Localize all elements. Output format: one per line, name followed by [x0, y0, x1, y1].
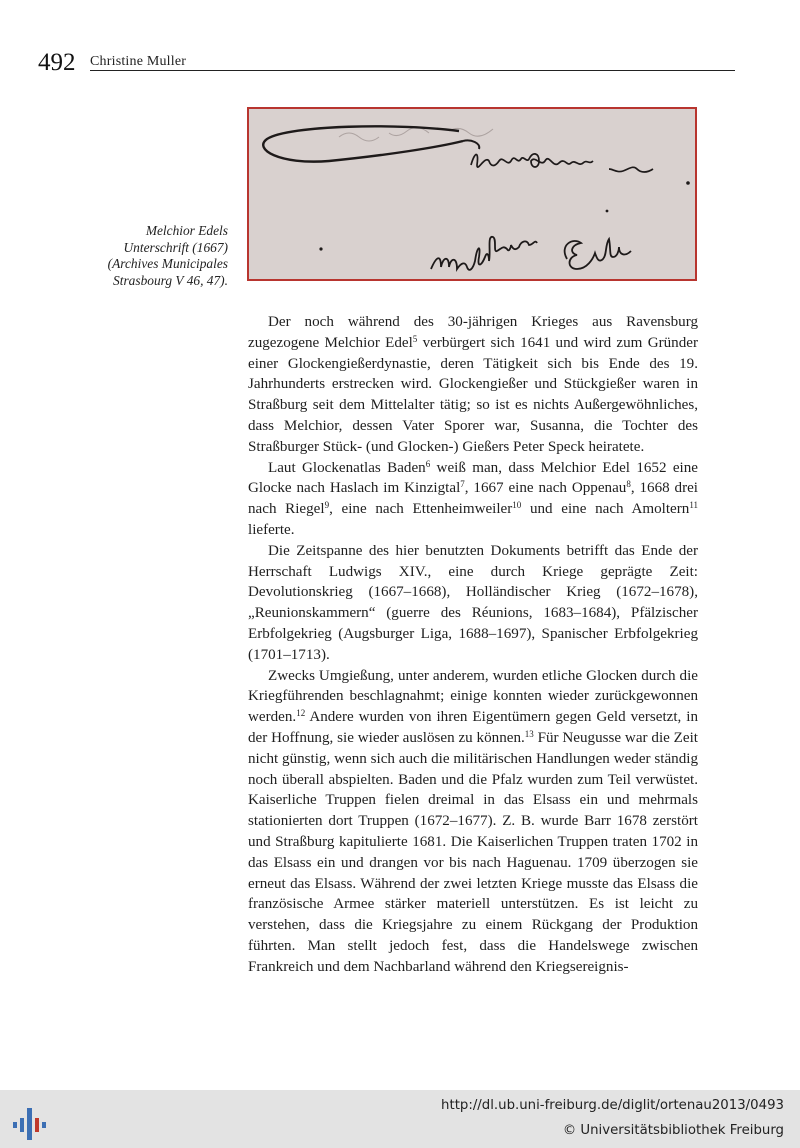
footnote-ref: 13 — [524, 728, 534, 739]
page-header — [38, 50, 698, 76]
paragraph: Der noch während des 30-jährigen Krieges aus Ravensburg zugezogene Melchior Edel$^5$ verbürgert sich 1641 und wird zum Gründer einer Glockengießerdynastie, deren Tätigkeit sich bis Ende des 19. Jahrhunderts erstrecken wird. Glockengießer und Stückgießer waren in Straßburg seit dem Mittelalter tätig; so ist es nichts Außergewöhnliches, dass Melchior, dessen Vater Sporer war, Susanna, die Tochter des Straßburger Stück- (und Glocken-) Gießers Peter Speck heiratete. — [248, 314, 698, 455]
page-number: 492 — [38, 49, 76, 76]
document-url-link[interactable]: http://dl.ub.uni-freiburg.de/diglit/ortenau2013/0493 — [441, 1098, 784, 1113]
paragraph: Zwecks Umgießung, unter anderem, wurden etliche Glocken durch die Kriegführenden beschlagnahmt; einige konnten wieder zurückgewonnen werden.$^{12}$ Andere wurden von ihren Eigentümern gegen Geld versetzt, in der Hoffnung, sie wieder auslösen zu können.$^{13}$ Für Neugusse war die Zeit nicht günstig, wenn sich auch die militärischen Handlungen weder ständig noch überall abspielten. Baden und die Pfalz wurden zum Teil verwüstet. Kaiserliche Truppen fielen dreimal in das Elsass ein und mehrmals stationierten dort Truppen (1672–1677). Z. B. wurde Barr 1678 zerstört und Straßburg kapitulierte 1681. Die Kaiserlichen Truppen traten 1702 in das Elsass ein und drangen vor bis nach Haguenau. 1709 überzogen sie erneut das Elsass. Während der zwei letzten Kriege musste das Elsass die französische Armee stärker materiell unterstützen. Es ist leicht zu verstehen, dass die Kriegsjahre zu einem Rückgang der Produktion führten. Man stellt jedoch fest, dass die Handelswege zwischen Frankreich und dem Nachbarland während den Kriegsereignis- — [248, 667, 698, 975]
caption-line: Strasbourg V 46, 47). — [113, 272, 228, 288]
header-rule — [90, 70, 735, 71]
body-text — [248, 312, 698, 978]
caption-line: Unterschrift (1667) — [123, 239, 228, 255]
paragraph: Die Zeitspanne des hier benutzten Dokuments betrifft das Ende der Herrschaft Ludwigs XIV., eine durch Kriege geprägte Zeit: Devolutionskrieg (1667–1668), Holländischer Krieg (1672–1678), „Reunionskammern“ (guerre des Réunions, 1683–1684), Pfälzischer Erbfolgekrieg (Augsburger Liga, 1688–1697), Spanischer Erbfolgekrieg (1701–1713). — [248, 542, 698, 663]
footnote-ref: 7 — [460, 479, 465, 490]
caption-line: Melchior Edels — [145, 223, 228, 238]
footnote-ref: 12 — [296, 708, 306, 719]
caption-line: (Archives Municipales — [107, 256, 228, 271]
figure-caption — [70, 223, 228, 289]
footnote-ref: 8 — [626, 479, 631, 490]
paragraph: Laut Glockenatlas Baden$^6$ weiß man, dass Melchior Edel 1652 eine Glocke nach Haslach im Kinzigtal$^7$, 1667 eine nach Oppenau$^8$, 1668 drei nach Riegel$^9$, eine nach Ettenheimweiler$^{10}$ und eine nach Amoltern$^{11}$ lieferte. — [248, 458, 698, 538]
running-head-author: Christine Muller — [90, 54, 187, 69]
signature-image — [247, 107, 697, 281]
footnote-ref: 10 — [512, 500, 522, 511]
copyright-notice: © Universitätsbibliothek Freiburg — [562, 1123, 784, 1138]
footnote-ref: 6 — [425, 458, 431, 469]
handwritten-signature-icon — [249, 109, 695, 279]
footnote-ref: 11 — [689, 500, 698, 511]
footnote-ref: 5 — [412, 333, 418, 344]
footnote-ref: 9 — [324, 500, 330, 511]
library-logo-icon — [10, 1100, 52, 1142]
footer-bar — [0, 1090, 800, 1148]
